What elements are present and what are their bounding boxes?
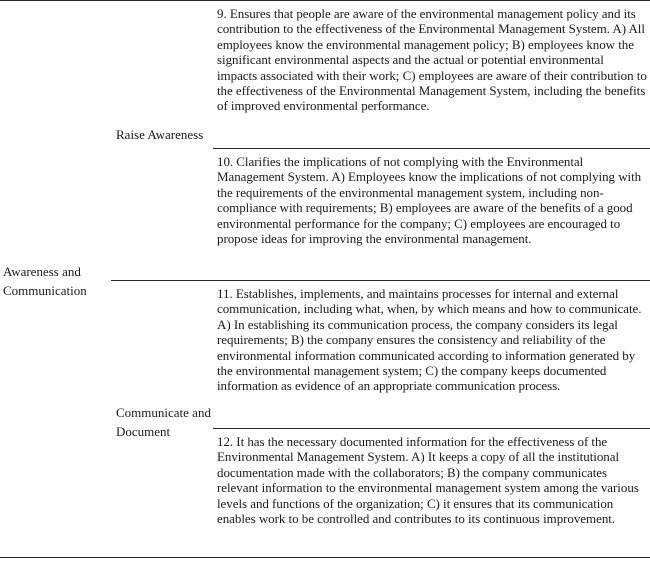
- group-divider: [111, 280, 650, 281]
- category-label: Awareness and Communication: [3, 264, 87, 298]
- subcategory-communicate-and-document: Communicate and Document: [116, 405, 211, 439]
- table-bottom-rule: [0, 557, 650, 558]
- subcategory-raise-awareness: Raise Awareness: [116, 127, 204, 142]
- criterion-10: 10. Clarifies the implications of not complying with the Environmental Management System. A) Employees know the implications of not complying with the requirements of the environmental management system, including non-compliance with requirements; B) employees are aware of the benefits of a good environmental performance for the company; C) employees are encouraged to propose ideas for improving the environmental management.: [217, 154, 642, 247]
- row-divider: [213, 148, 650, 149]
- row-divider: [213, 428, 650, 429]
- criterion-12: 12. It has the necessary documented information for the effectiveness of the Environmental Management System. A) It keeps a copy of all the institutional documentation made with the collaborators; B) the company communicates relevant information to the environmental management system among the various levels and functions of the organization; C) it ensures that its communication enables work to be controlled and contributes to its continuous improvement.: [217, 434, 639, 527]
- criterion-11: 11. Establishes, implements, and maintains processes for internal and external communication, including what, when, by which means and how to communicate. A) In establishing its communication process, the company considers its legal requirements; B) the company ensures the consistency and reliability of the environmental information communicated according to information generated by the environmental management system; C) the company keeps documented information as evidence of an appropriate communication process.: [217, 286, 642, 394]
- criterion-9: 9. Ensures that people are aware of the environmental management policy and its contribution to the effectiveness of the Environmental Management System. A) All employees know the environmental management policy; B) employees know the significant environmental aspects and the actual or potential environmental impacts associated with their work; C) employees are aware of their contribution to the effectiveness of the Environmental Management System, including the benefits of improved environmental performance.: [217, 6, 647, 114]
- table-top-rule: [0, 0, 650, 1]
